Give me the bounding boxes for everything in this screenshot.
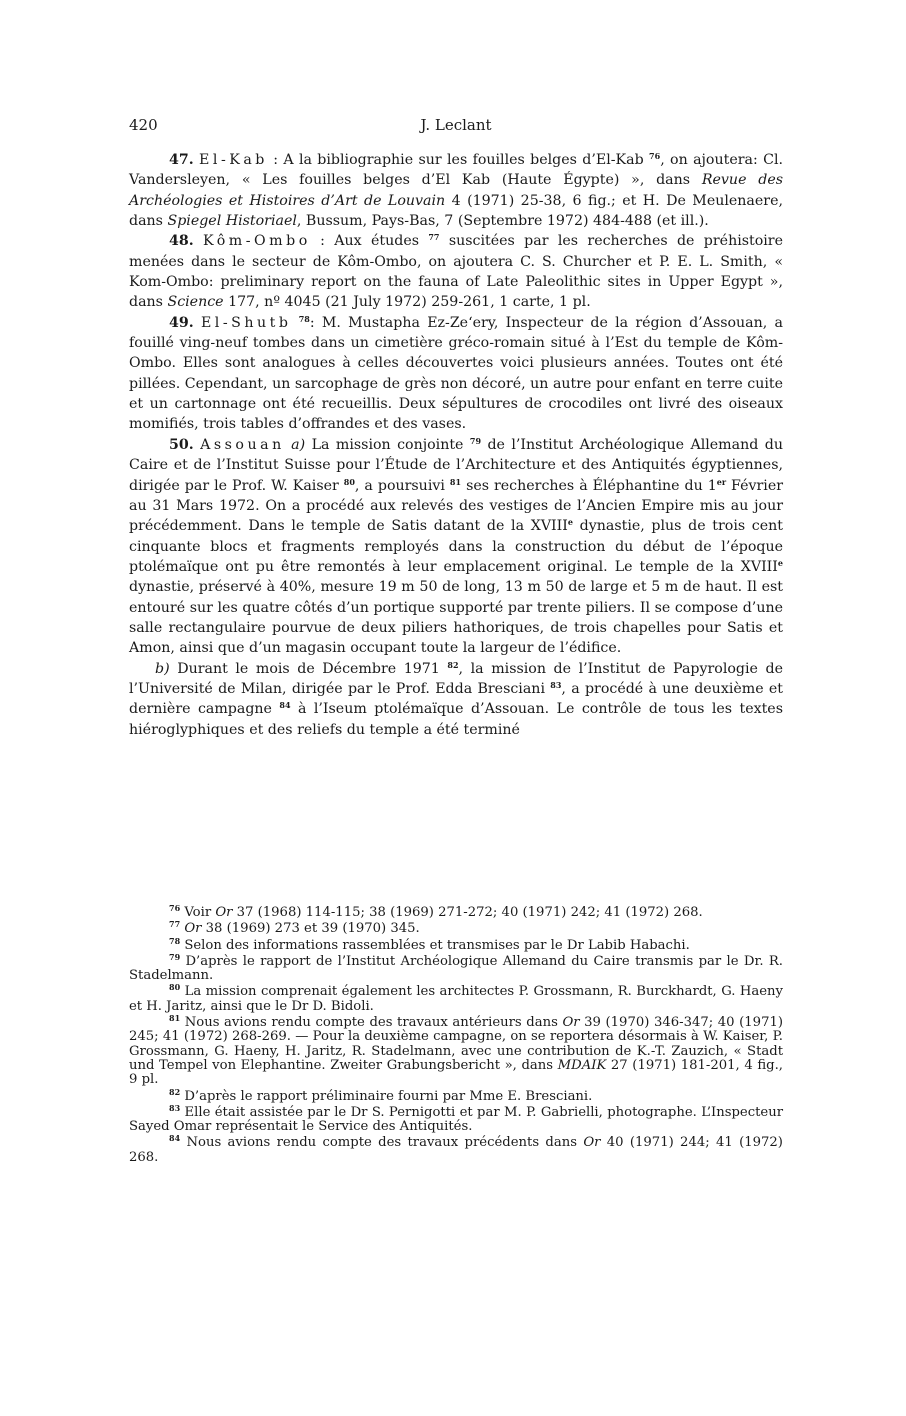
superscript: er (716, 476, 727, 487)
paragraph-49 (129, 313, 783, 435)
sub-label: a) (291, 436, 306, 453)
text: à l’Iseum ptolémaïque d’Assouan. Le contrôle de tous les textes hiéroglyphiques et des reliefs du temple a été terminé (129, 701, 783, 738)
text: Elle était assistée par le Dr S. Pernigotti et par M. P. Gabrielli, photographe. L’Inspecteur Sayed Omar représentait le Service des Antiquités. (129, 1104, 783, 1135)
footnote-78 (129, 935, 783, 953)
running-title: J. Leclant (420, 116, 492, 134)
note-ref: 80 (343, 476, 355, 487)
journal-abbrev: Or (562, 1015, 580, 1031)
journal-abbrev: Or (583, 1135, 601, 1151)
text: La mission conjointe (311, 436, 464, 453)
page-header (129, 116, 783, 138)
journal-title: Science (167, 294, 224, 311)
footnotes (129, 903, 783, 1167)
section-number: 47. (169, 152, 194, 168)
note-ref: 83 (550, 679, 562, 690)
site-name: Kôm-Ombo (203, 233, 311, 250)
footnote-81 (129, 1013, 783, 1088)
journal-abbrev: Or (215, 905, 233, 920)
footnote-82 (129, 1086, 783, 1104)
paragraph-48 (129, 231, 783, 312)
footnote-number: 83 (169, 1102, 181, 1113)
note-ref: 76 (649, 151, 661, 161)
text: 38 (1969) 273 et 39 (1970) 345. (205, 921, 420, 937)
text: , la mission de l’Institut de Papyrologie de l’Université de Milan, dirigée par le Prof. Edda Bresciani (129, 660, 783, 697)
footnote-number: 80 (169, 982, 181, 993)
section-number: 49. (169, 314, 194, 331)
paragraph-50b (129, 659, 783, 740)
text: : M. Mustapha Ez-Ze‘ery, Inspecteur de la région d’Assouan, a fouillé ving-neuf tombes dans un cimetière gréco-romain situé à l’Est du temple de Kôm-Ombo. Elles sont analogues à celles découvertes voici plusieurs années. Toutes ont été pillées. Cependant, un sarcophage de grès non décoré, un autre pour enfant en terre cuite et un cartonnage ont été recueillis. Deux sépultures de crocodiles ont livré des oiseaux momifiés, trois tables d’offrandes et des vases. (129, 314, 784, 433)
page-number: 420 (129, 116, 158, 134)
note-ref: 77 (428, 232, 440, 243)
note-ref: 81 (449, 476, 462, 487)
text: : Aux études (320, 233, 419, 250)
section-number: 48. (169, 233, 194, 250)
text: dynastie, plus de trois cent cinquante blocs et fragments remployés dans la construction du début de l’époque ptolémaïque ont pu être remontés à leur emplacement original. Le temple de la XVIII (129, 518, 783, 575)
section-number: 50. (169, 436, 194, 453)
text: Durant le mois de Décembre 1971 (177, 660, 440, 677)
text: : A la bibliographie sur les fouilles belges d’El-Kab (273, 152, 644, 168)
site-name: Assouan (200, 436, 285, 453)
text: , a procédé à une deuxième et dernière campagne (129, 680, 783, 718)
note-ref: 79 (469, 435, 482, 446)
text: , Bussum, Pays-Bas, 7 (Septembre 1972) 484-488 (et ill.). (296, 213, 709, 230)
footnote-number: 77 (169, 919, 181, 930)
footnote-80 (129, 982, 783, 1014)
text: 27 (1971) 181-201, 4 fig., 9 pl. (129, 1057, 783, 1088)
text: , a poursuivi (354, 477, 445, 494)
journal-title: Revue des Archéologies et Histoires d’Art de Louvain (129, 172, 783, 209)
note-ref: 84 (279, 700, 291, 711)
text: ses recherches à Éléphantine du 1 (466, 477, 717, 494)
site-name: El-Shutb (200, 314, 292, 331)
footnote-76 (129, 903, 783, 920)
text: 37 (1968) 114-115; 38 (1969) 271-272; 40 (1971) 242; 41 (1972) 268. (236, 905, 703, 920)
site-name: El-Kab (199, 152, 268, 168)
journal-title: Spiegel Historiael (167, 213, 297, 230)
journal-abbrev: Or (184, 921, 202, 937)
text: Voir (184, 905, 212, 920)
text: La mission comprenait également les architectes P. Grossmann, R. Burckhardt, G. Haeny et H. Jaritz, ainsi que le Dr D. Bidoli. (129, 984, 783, 1014)
footnote-number: 84 (169, 1133, 181, 1144)
text: Nous avions rendu compte des travaux précédents dans (186, 1135, 577, 1151)
footnote-83 (129, 1102, 783, 1135)
journal-abbrev: MDAIK (557, 1057, 607, 1073)
footnote-77 (129, 919, 783, 937)
footnote-84 (129, 1133, 783, 1165)
sub-label: b) (155, 660, 170, 677)
superscript: e (777, 557, 783, 568)
footnote-number: 81 (169, 1013, 181, 1024)
text: D’après le rapport de l’Institut Archéologique Allemand du Caire transmis par le Dr. R. Stadelmann. (129, 953, 783, 984)
superscript: e (567, 517, 573, 528)
text: 4 (1971) 25-38, 6 fig.; et H. De Meulenaere, dans (129, 192, 783, 230)
paragraph-47 (129, 150, 783, 231)
text: de l’Institut Archéologique Allemand du Caire et de l’Institut Suisse pour l’Étude de l’Architecture et des Antiquités égyptiennes, dirigée par le Prof. W. Kaiser (129, 436, 783, 494)
text: , on ajoutera: Cl. Vandersleyen, « Les fouilles belges d’El Kab (Haute Égypte) », dans (129, 152, 783, 189)
text: 177, nº 4045 (21 July 1972) 259-261, 1 carte, 1 pl. (228, 294, 591, 311)
paragraph-50 (129, 435, 783, 659)
text: Février au 31 Mars 1972. On a procédé aux relevés des vestiges de l’Ancien Empire mis au jour précédemment. Dans le temple de Satis datant de la XVIII (129, 477, 784, 535)
note-ref: 78 (298, 313, 310, 324)
footnote-number: 78 (169, 935, 181, 946)
text: Nous avions rendu compte des travaux antérieurs dans (184, 1015, 558, 1031)
footnote-79 (129, 951, 783, 984)
footnote-number: 76 (169, 903, 181, 913)
main-text (129, 150, 783, 740)
text: Selon des informations rassemblées et transmises par le Dr Labib Habachi. (184, 937, 690, 953)
note-ref: 82 (447, 659, 459, 670)
footnote-number: 79 (169, 951, 181, 962)
text: D’après le rapport préliminaire fourni par Mme E. Bresciani. (184, 1088, 593, 1104)
text: 40 (1971) 244; 41 (1972) 268. (129, 1135, 783, 1165)
text: suscitées par les recherches de préhistoire menées dans le secteur de Kôm-Ombo, on ajoutera C. S. Churcher et P. E. L. Smith, « Kom-Ombo: preliminary report on the fauna of Late Paleolithic sites in Upper Egypt », dans (129, 233, 783, 311)
footnote-number: 82 (169, 1086, 181, 1097)
text: 39 (1970) 346-347; 40 (1971) 245; 41 (1972) 268-269. — Pour la deuxième campagne, on se reportera désormais à W. Kaiser, P. Grossmann, G. Haeny, H. Jaritz, R. Stadelmann, avec une contribution de K.-T. Zauzich, « Stadt und Tempel von Elephantine. Zweiter Grabungsbericht », dans (129, 1015, 783, 1073)
text: dynastie, préservé à 40%, mesure 19 m 50 de long, 13 m 50 de large et 5 m de haut. Il est entouré sur les quatre côtés d’un portique supporté par trente piliers. Il se compose d’une salle rectangulaire pourvue de deux piliers hathoriques, de trois chapelles pour Satis et Amon, ainsi que d’un magasin occupant toute la largeur de l’édifice. (129, 579, 783, 657)
